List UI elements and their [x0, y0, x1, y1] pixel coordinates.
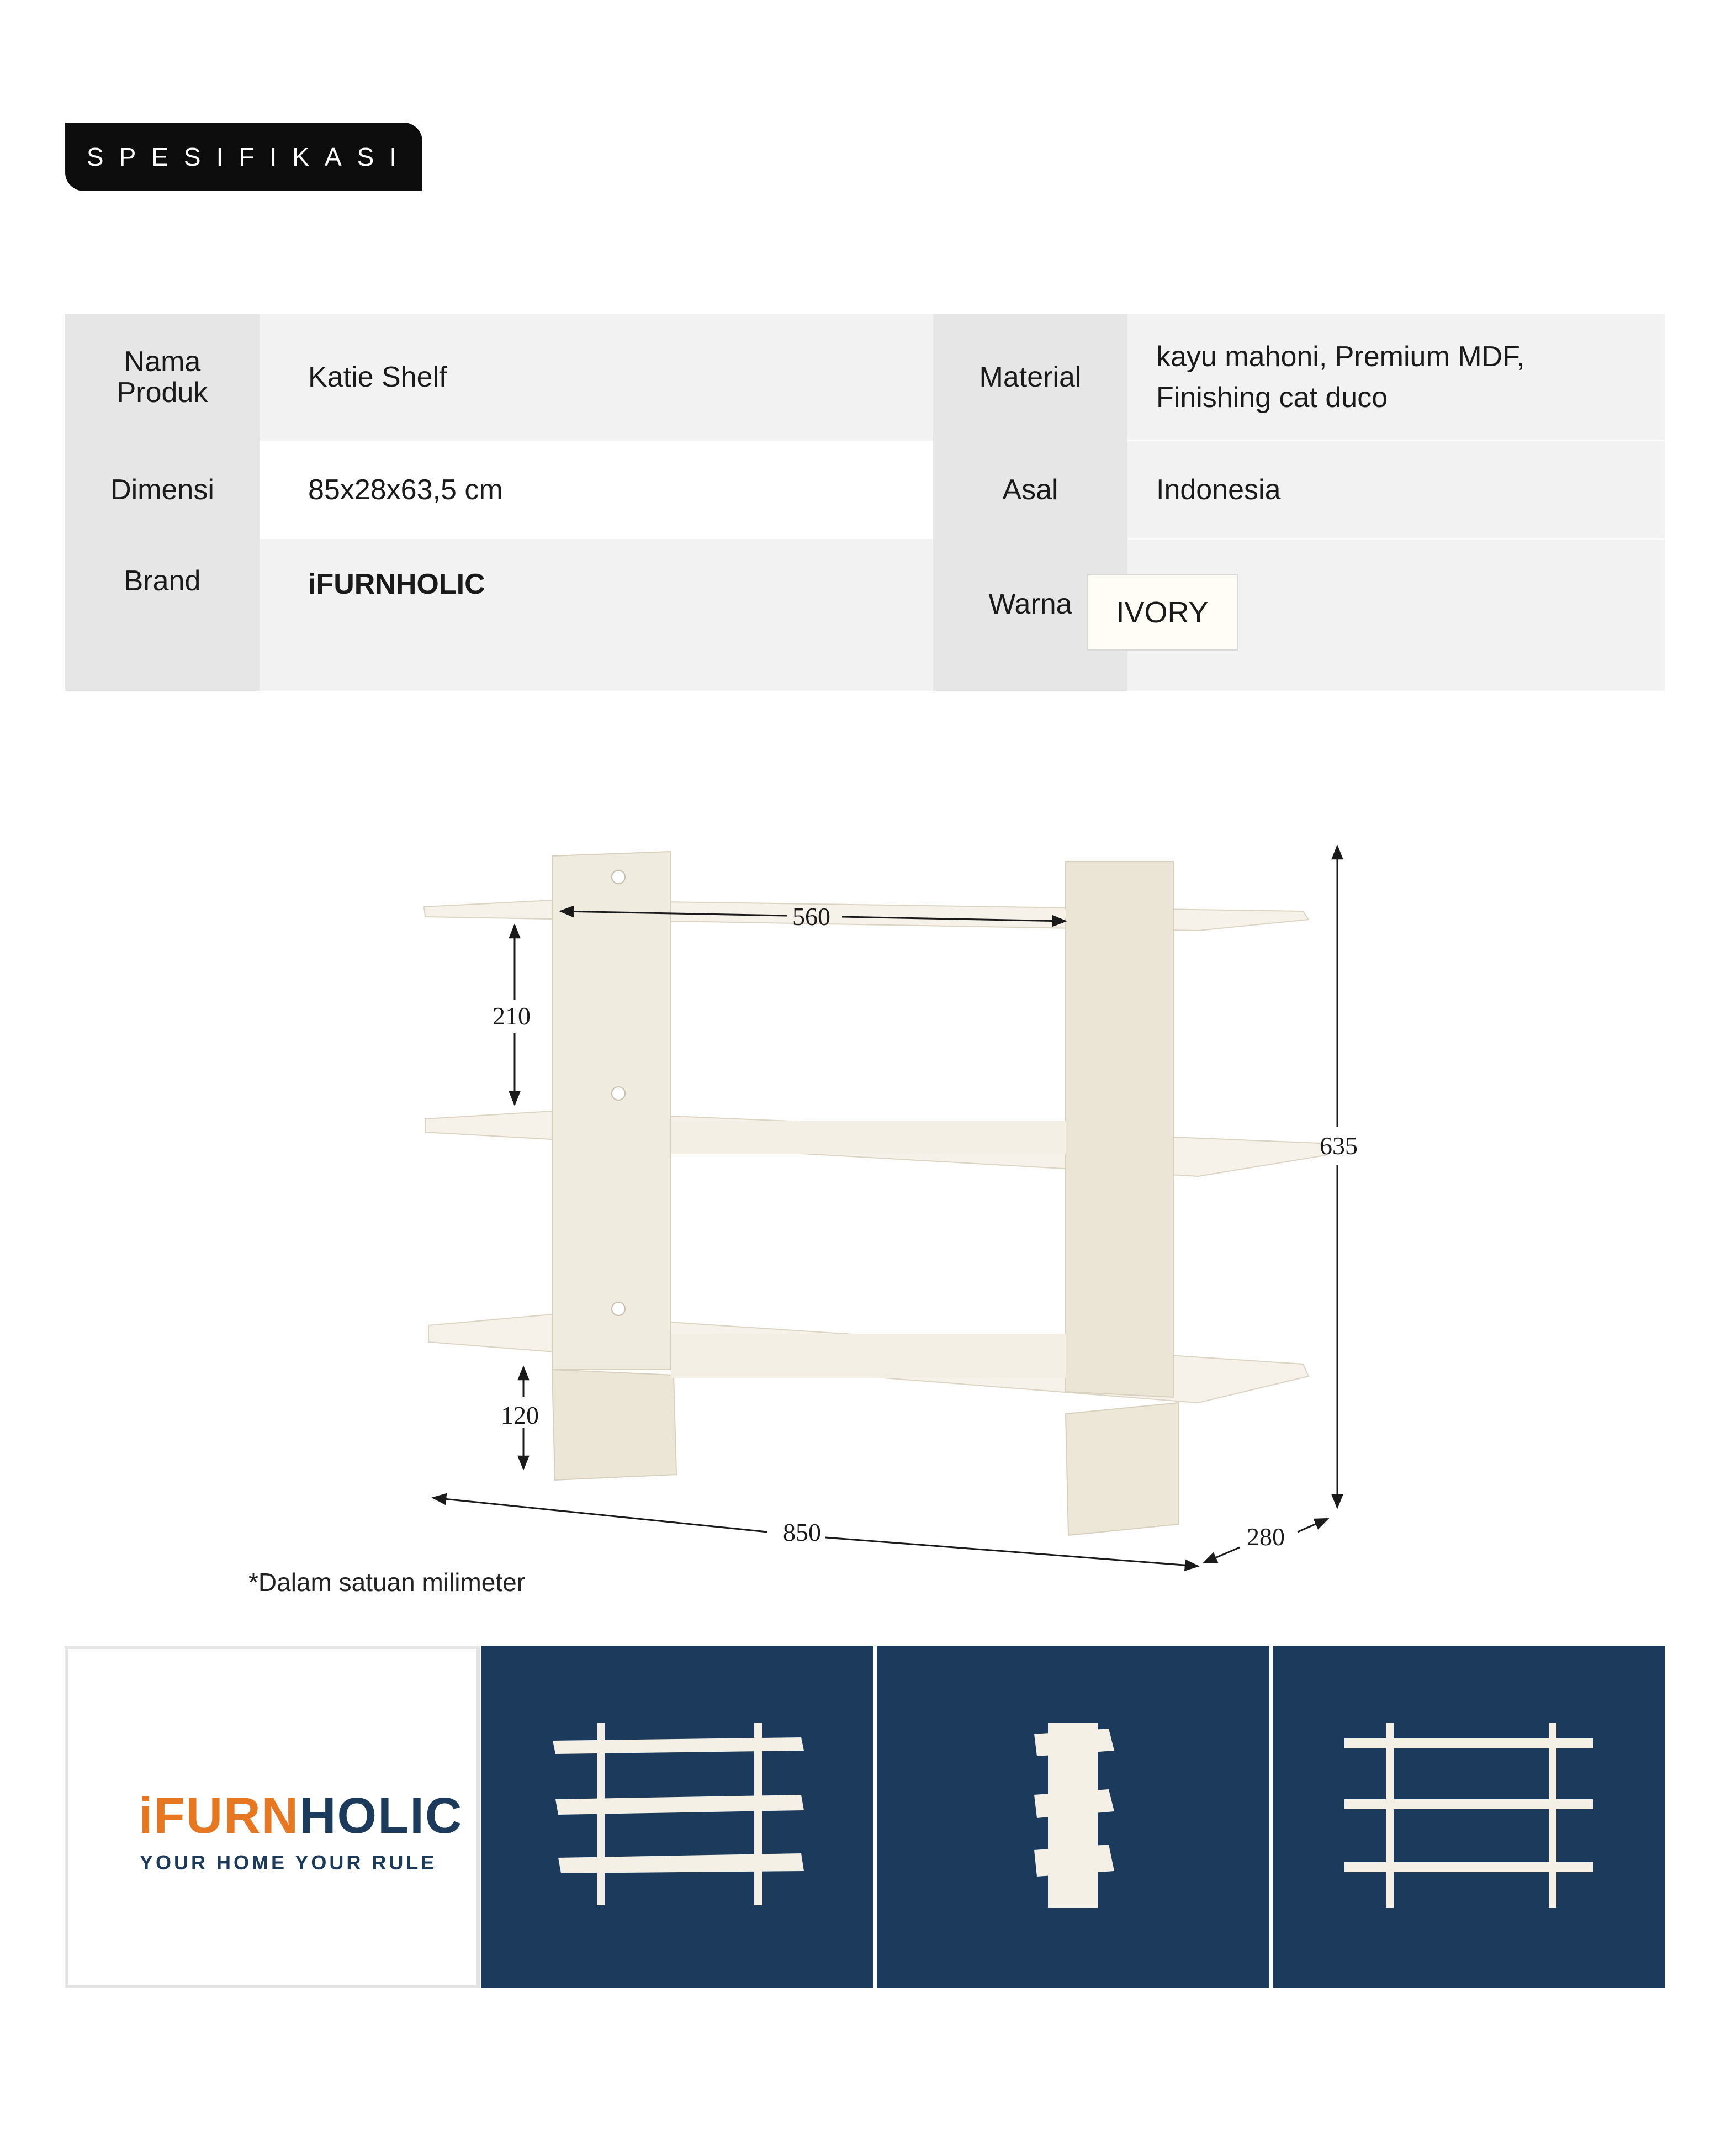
dim-line-850 — [433, 1498, 767, 1532]
dim-label-850: 850 — [783, 1518, 821, 1546]
shelf-illustration — [424, 852, 1325, 1535]
dim-label-560: 560 — [792, 902, 830, 931]
spec-label-nama-produk-text: Nama Produk — [117, 346, 208, 409]
dim-label-280: 280 — [1247, 1523, 1285, 1551]
left-upright — [552, 852, 671, 1370]
screw-hole — [612, 870, 625, 884]
left-upright-leg — [552, 1370, 676, 1480]
right-upright-leg — [1066, 1403, 1179, 1535]
screw-hole — [612, 1302, 625, 1315]
section-tag: SPESIFIKASI — [65, 123, 422, 191]
spec-label-asal: Asal — [933, 441, 1127, 539]
spec-value-material — [1127, 314, 1665, 441]
spec-label-warna: Warna — [933, 539, 1127, 691]
dim-label-120: 120 — [501, 1401, 539, 1429]
shelf-bottom-front — [671, 1334, 1066, 1378]
brand-logo-panel — [65, 1646, 480, 1988]
brand-logo-part-navy: HOLIC — [299, 1788, 463, 1844]
dim-line-280 — [1204, 1547, 1240, 1563]
right-upright — [1066, 862, 1173, 1397]
product-view-perspective — [481, 1646, 873, 1988]
dim-line-280 — [1298, 1519, 1328, 1532]
brand-tagline: YOUR HOME YOUR RULE — [140, 1851, 437, 1874]
product-view-front — [1273, 1646, 1665, 1988]
shelf-side-image — [877, 1646, 1269, 1988]
spec-label-dimensi: Dimensi — [65, 441, 260, 539]
shelf-dimension-diagram — [387, 817, 1380, 1590]
brand-logo — [139, 1787, 463, 1845]
spec-value-asal: Indonesia — [1156, 474, 1281, 506]
spec-value-dimensi: 85x28x63,5 cm — [260, 441, 933, 539]
screw-hole — [612, 1087, 625, 1100]
brand-logo-part-orange: iFURN — [139, 1788, 300, 1844]
spec-value-nama-produk: Katie Shelf — [308, 361, 447, 393]
row-divider — [1127, 440, 1665, 441]
row-divider — [1127, 538, 1665, 540]
color-swatch-ivory: IVORY — [1087, 574, 1238, 651]
shelf-front-image — [1273, 1646, 1665, 1988]
spec-value-material-line1: kayu mahoni, Premium MDF, — [1156, 341, 1525, 373]
spec-label-nama-produk — [65, 314, 260, 441]
spec-table — [65, 314, 1665, 691]
dim-label-210: 210 — [493, 1002, 531, 1030]
shelf-perspective-image — [481, 1646, 873, 1988]
spec-value-material-line2: Finishing cat duco — [1156, 382, 1388, 414]
dim-line-850 — [825, 1537, 1198, 1566]
shelf-middle-front — [671, 1121, 1066, 1154]
spec-value-brand: iFURNHOLIC — [308, 568, 485, 600]
product-view-side — [877, 1646, 1269, 1988]
dim-label-635: 635 — [1320, 1132, 1358, 1160]
unit-note: *Dalam satuan milimeter — [248, 1568, 526, 1597]
spec-label-brand: Brand — [65, 539, 260, 691]
spec-label-material: Material — [933, 314, 1127, 441]
